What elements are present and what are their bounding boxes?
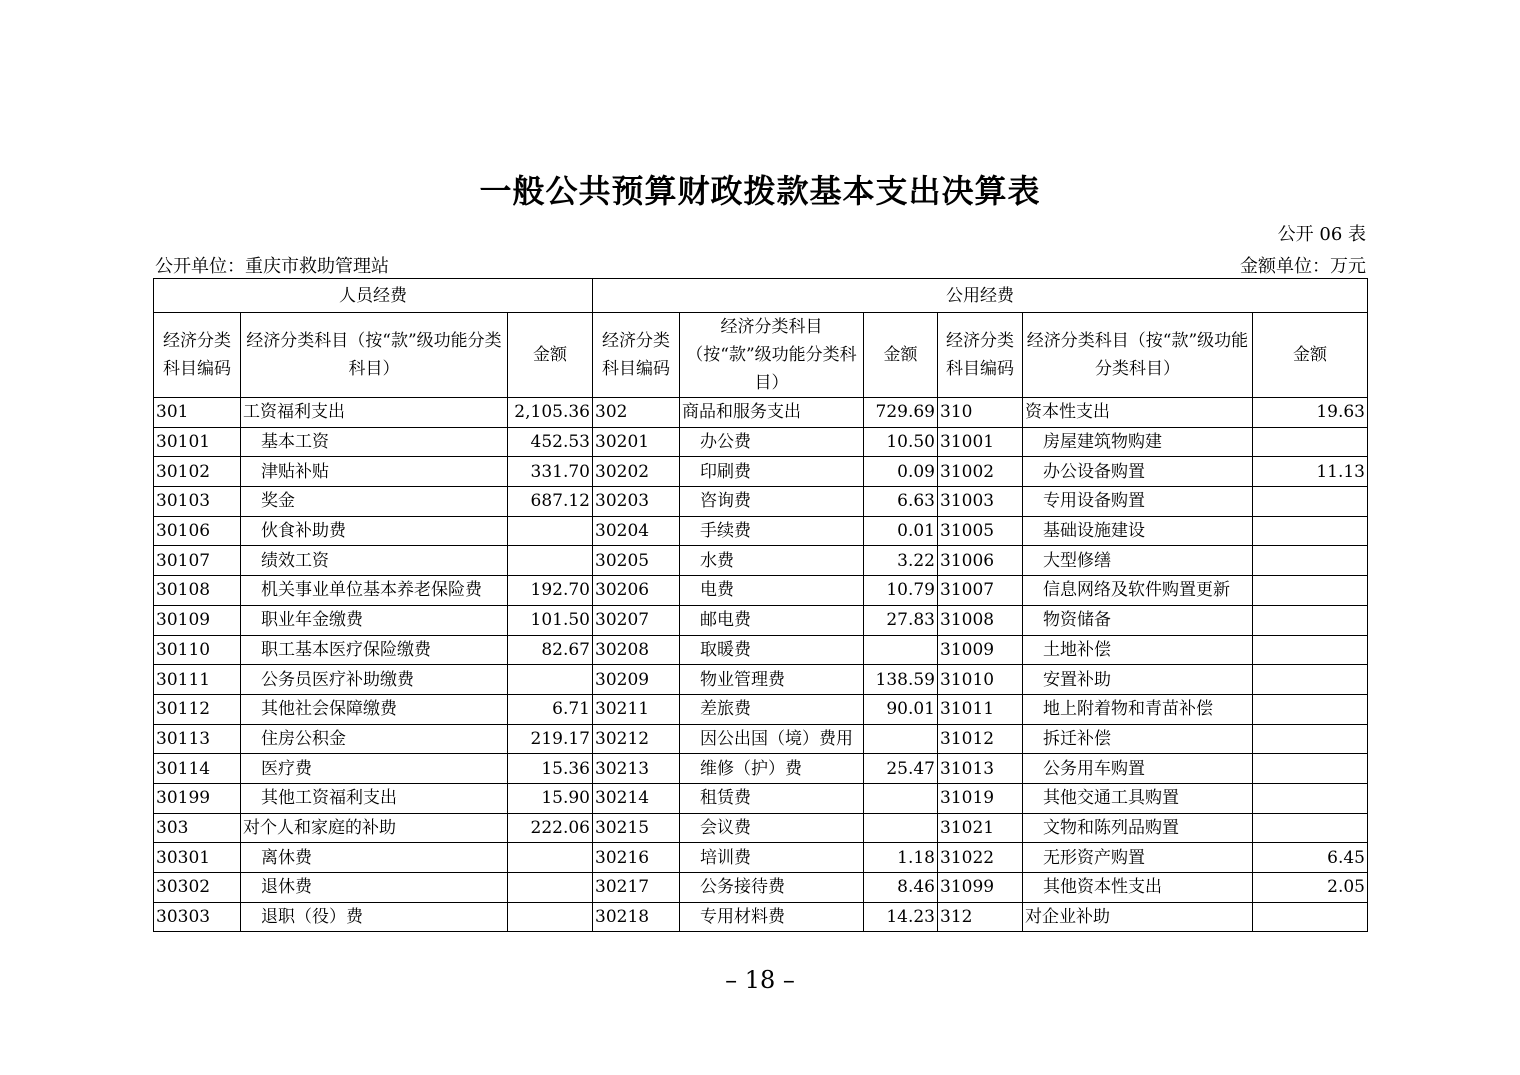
cell-code: 30101: [154, 427, 241, 457]
cell-code: 31005: [938, 516, 1023, 546]
col-header-amount: 金额: [508, 313, 593, 398]
col-header-code: 经济分类科目编码: [593, 313, 680, 398]
cell-amount: [864, 783, 938, 813]
cell-amount: 0.01: [864, 516, 938, 546]
table-row: [154, 457, 1368, 487]
cell-code: 30206: [593, 576, 680, 606]
cell-code: 31002: [938, 457, 1023, 487]
cell-item-name: 办公费: [680, 427, 864, 457]
cell-amount: 6.63: [864, 487, 938, 517]
cell-amount: 6.71: [508, 694, 593, 724]
cell-amount: [1253, 724, 1368, 754]
cell-amount: 19.63: [1253, 398, 1368, 428]
cell-code: 30303: [154, 902, 241, 932]
cell-item-name: 差旅费: [680, 694, 864, 724]
cell-item-name: 津贴补贴: [241, 457, 508, 487]
cell-amount: 138.59: [864, 665, 938, 695]
col-header-amount: 金额: [864, 313, 938, 398]
cell-amount: [1253, 427, 1368, 457]
cell-amount: 192.70: [508, 576, 593, 606]
cell-item-name: 房屋建筑物购建: [1023, 427, 1253, 457]
cell-amount: [1253, 783, 1368, 813]
cell-item-name: 公务接待费: [680, 873, 864, 903]
cell-code: 30214: [593, 783, 680, 813]
cell-item-name: 职工基本医疗保险缴费: [241, 635, 508, 665]
cell-code: 30215: [593, 813, 680, 843]
cell-code: 310: [938, 398, 1023, 428]
cell-amount: 15.90: [508, 783, 593, 813]
cell-item-name: 职业年金缴费: [241, 605, 508, 635]
cell-amount: 2.05: [1253, 873, 1368, 903]
table-row: [154, 754, 1368, 784]
cell-amount: 14.23: [864, 902, 938, 932]
table-row: [154, 605, 1368, 635]
cell-item-name: 其他工资福利支出: [241, 783, 508, 813]
cell-amount: [508, 873, 593, 903]
cell-amount: 687.12: [508, 487, 593, 517]
cell-amount: 0.09: [864, 457, 938, 487]
cell-item-name: 对个人和家庭的补助: [241, 813, 508, 843]
cell-code: 31008: [938, 605, 1023, 635]
cell-amount: 452.53: [508, 427, 593, 457]
cell-code: 31022: [938, 843, 1023, 873]
cell-item-name: 机关事业单位基本养老保险费: [241, 576, 508, 606]
cell-item-name: 退职（役）费: [241, 902, 508, 932]
cell-item-name: 办公设备购置: [1023, 457, 1253, 487]
table-row: [154, 635, 1368, 665]
cell-amount: [1253, 487, 1368, 517]
amount-unit: 金额单位：万元: [1240, 256, 1366, 277]
cell-amount: 10.50: [864, 427, 938, 457]
cell-code: 30106: [154, 516, 241, 546]
cell-code: 31010: [938, 665, 1023, 695]
cell-code: 30114: [154, 754, 241, 784]
col-header-code: 经济分类科目编码: [154, 313, 241, 398]
cell-item-name: 因公出国（境）费用: [680, 724, 864, 754]
cell-code: 30301: [154, 843, 241, 873]
table-row: [154, 694, 1368, 724]
cell-code: 31011: [938, 694, 1023, 724]
cell-code: 30212: [593, 724, 680, 754]
cell-amount: [1253, 694, 1368, 724]
cell-amount: [508, 546, 593, 576]
col-header-amount: 金额: [1253, 313, 1368, 398]
cell-amount: [1253, 665, 1368, 695]
cell-amount: [508, 665, 593, 695]
cell-amount: 15.36: [508, 754, 593, 784]
cell-amount: 82.67: [508, 635, 593, 665]
cell-item-name: 奖金: [241, 487, 508, 517]
cell-item-name: 安置补助: [1023, 665, 1253, 695]
cell-amount: [508, 902, 593, 932]
section-personnel: 人员经费: [154, 279, 593, 313]
table-row: [154, 665, 1368, 695]
reporting-unit: 公开单位：重庆市救助管理站: [155, 256, 389, 277]
cell-amount: [508, 516, 593, 546]
cell-item-name: 伙食补助费: [241, 516, 508, 546]
cell-amount: 2,105.36: [508, 398, 593, 428]
table-row: [154, 813, 1368, 843]
cell-code: 30201: [593, 427, 680, 457]
form-number: 公开 06 表: [1277, 224, 1366, 245]
cell-code: 31007: [938, 576, 1023, 606]
cell-item-name: 物业管理费: [680, 665, 864, 695]
cell-amount: [864, 635, 938, 665]
cell-code: 30113: [154, 724, 241, 754]
cell-amount: 222.06: [508, 813, 593, 843]
col-header-item: 经济分类科目（按“款”级功能分类科目）: [241, 313, 508, 398]
cell-item-name: 专用设备购置: [1023, 487, 1253, 517]
cell-code: 30103: [154, 487, 241, 517]
cell-amount: 11.13: [1253, 457, 1368, 487]
cell-code: 312: [938, 902, 1023, 932]
column-header-row: [154, 313, 1368, 398]
table-row: [154, 516, 1368, 546]
cell-item-name: 专用材料费: [680, 902, 864, 932]
cell-code: 30109: [154, 605, 241, 635]
cell-amount: 90.01: [864, 694, 938, 724]
cell-code: 31099: [938, 873, 1023, 903]
table-row: [154, 546, 1368, 576]
cell-item-name: 基本工资: [241, 427, 508, 457]
cell-code: 30204: [593, 516, 680, 546]
cell-item-name: 土地补偿: [1023, 635, 1253, 665]
cell-item-name: 大型修缮: [1023, 546, 1253, 576]
cell-code: 30112: [154, 694, 241, 724]
cell-item-name: 取暖费: [680, 635, 864, 665]
cell-code: 30107: [154, 546, 241, 576]
cell-amount: 331.70: [508, 457, 593, 487]
table-row: [154, 724, 1368, 754]
table-row: [154, 873, 1368, 903]
cell-amount: 6.45: [1253, 843, 1368, 873]
cell-amount: [1253, 635, 1368, 665]
cell-code: 30203: [593, 487, 680, 517]
cell-code: 30213: [593, 754, 680, 784]
cell-code: 30211: [593, 694, 680, 724]
cell-amount: 25.47: [864, 754, 938, 784]
cell-code: 31021: [938, 813, 1023, 843]
cell-item-name: 会议费: [680, 813, 864, 843]
cell-amount: 3.22: [864, 546, 938, 576]
cell-code: 31019: [938, 783, 1023, 813]
table-row: [154, 398, 1368, 428]
cell-item-name: 无形资产购置: [1023, 843, 1253, 873]
cell-amount: [1253, 902, 1368, 932]
cell-item-name: 离休费: [241, 843, 508, 873]
cell-item-name: 电费: [680, 576, 864, 606]
expenditure-table: [153, 278, 1368, 932]
cell-amount: [1253, 605, 1368, 635]
cell-code: 31013: [938, 754, 1023, 784]
cell-amount: 219.17: [508, 724, 593, 754]
cell-code: 30205: [593, 546, 680, 576]
cell-code: 31001: [938, 427, 1023, 457]
cell-item-name: 维修（护）费: [680, 754, 864, 784]
cell-amount: 10.79: [864, 576, 938, 606]
cell-amount: 1.18: [864, 843, 938, 873]
cell-item-name: 公务员医疗补助缴费: [241, 665, 508, 695]
table-row: [154, 783, 1368, 813]
page-number: – 18 –: [725, 966, 795, 994]
cell-code: 31009: [938, 635, 1023, 665]
cell-code: 30302: [154, 873, 241, 903]
cell-item-name: 医疗费: [241, 754, 508, 784]
cell-item-name: 手续费: [680, 516, 864, 546]
cell-code: 30199: [154, 783, 241, 813]
cell-item-name: 拆迁补偿: [1023, 724, 1253, 754]
cell-item-name: 信息网络及软件购置更新: [1023, 576, 1253, 606]
cell-code: 30217: [593, 873, 680, 903]
cell-amount: [1253, 813, 1368, 843]
section-public: 公用经费: [593, 279, 1368, 313]
cell-amount: 27.83: [864, 605, 938, 635]
col-header-item: 经济分类科目（按“款”级功能分类科目）: [680, 313, 864, 398]
table-row: [154, 427, 1368, 457]
cell-code: 301: [154, 398, 241, 428]
cell-item-name: 其他社会保障缴费: [241, 694, 508, 724]
cell-code: 30218: [593, 902, 680, 932]
table-row: [154, 843, 1368, 873]
cell-code: 30208: [593, 635, 680, 665]
table-row: [154, 487, 1368, 517]
cell-item-name: 对企业补助: [1023, 902, 1253, 932]
cell-amount: [508, 843, 593, 873]
cell-amount: [1253, 546, 1368, 576]
cell-item-name: 邮电费: [680, 605, 864, 635]
cell-item-name: 印刷费: [680, 457, 864, 487]
cell-code: 30207: [593, 605, 680, 635]
cell-code: 30209: [593, 665, 680, 695]
cell-amount: [864, 813, 938, 843]
cell-item-name: 文物和陈列品购置: [1023, 813, 1253, 843]
cell-code: 30110: [154, 635, 241, 665]
cell-item-name: 地上附着物和青苗补偿: [1023, 694, 1253, 724]
table-row: [154, 576, 1368, 606]
cell-code: 303: [154, 813, 241, 843]
cell-amount: 101.50: [508, 605, 593, 635]
col-header-item: 经济分类科目（按“款”级功能分类科目）: [1023, 313, 1253, 398]
cell-item-name: 其他资本性支出: [1023, 873, 1253, 903]
page-title: 一般公共预算财政拨款基本支出决算表: [479, 172, 1041, 210]
cell-item-name: 其他交通工具购置: [1023, 783, 1253, 813]
cell-item-name: 咨询费: [680, 487, 864, 517]
cell-item-name: 公务用车购置: [1023, 754, 1253, 784]
cell-item-name: 绩效工资: [241, 546, 508, 576]
cell-amount: [1253, 576, 1368, 606]
cell-item-name: 培训费: [680, 843, 864, 873]
cell-code: 31012: [938, 724, 1023, 754]
table-row: [154, 902, 1368, 932]
cell-amount: 729.69: [864, 398, 938, 428]
section-header-row: [154, 279, 1368, 313]
cell-amount: [864, 724, 938, 754]
cell-item-name: 住房公积金: [241, 724, 508, 754]
cell-code: 30108: [154, 576, 241, 606]
cell-item-name: 物资储备: [1023, 605, 1253, 635]
cell-code: 30111: [154, 665, 241, 695]
cell-amount: [1253, 516, 1368, 546]
cell-code: 302: [593, 398, 680, 428]
cell-amount: 8.46: [864, 873, 938, 903]
cell-item-name: 基础设施建设: [1023, 516, 1253, 546]
cell-item-name: 租赁费: [680, 783, 864, 813]
cell-item-name: 资本性支出: [1023, 398, 1253, 428]
cell-item-name: 水费: [680, 546, 864, 576]
cell-code: 30102: [154, 457, 241, 487]
cell-item-name: 退休费: [241, 873, 508, 903]
cell-amount: [1253, 754, 1368, 784]
cell-item-name: 工资福利支出: [241, 398, 508, 428]
cell-code: 30216: [593, 843, 680, 873]
cell-item-name: 商品和服务支出: [680, 398, 864, 428]
col-header-code: 经济分类科目编码: [938, 313, 1023, 398]
cell-code: 31003: [938, 487, 1023, 517]
cell-code: 31006: [938, 546, 1023, 576]
cell-code: 30202: [593, 457, 680, 487]
